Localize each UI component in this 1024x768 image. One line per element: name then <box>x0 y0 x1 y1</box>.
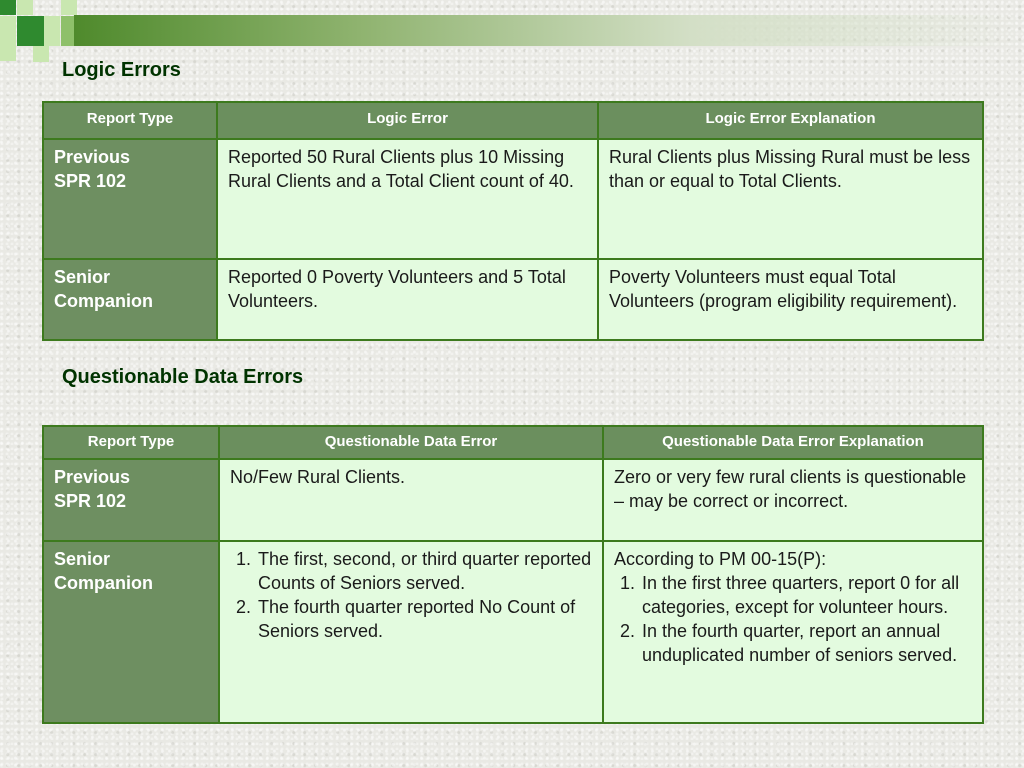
decor-square <box>0 16 16 61</box>
column-header: Logic Error <box>217 102 598 139</box>
report-type-cell <box>43 541 219 723</box>
logic-errors-table <box>42 101 984 341</box>
table-row <box>43 459 983 541</box>
list-item: 1. The first, second, or third quarter reported Counts of Seniors served. <box>256 547 592 595</box>
table-header-row <box>43 426 983 459</box>
list-item: 2. The fourth quarter reported No Count of Seniors served. <box>256 595 592 643</box>
report-type-line: Companion <box>54 573 153 593</box>
report-type-line: SPR 102 <box>54 491 127 511</box>
column-header: Report Type <box>43 426 219 459</box>
decor-square <box>0 0 16 15</box>
logic-errors-title: Logic Errors <box>62 59 181 81</box>
list-item: 1. In the first three quarters, report 0 for all categories, except for volunteer hours. <box>640 571 972 619</box>
column-header: Report Type <box>43 102 217 139</box>
title-banner <box>74 15 1024 46</box>
report-type-cell <box>43 459 219 541</box>
explanation-cell: Rural Clients plus Missing Rural must be less than or equal to Total Clients. <box>598 139 983 259</box>
questionable-errors-table <box>42 425 984 724</box>
table-row <box>43 541 983 723</box>
report-type-line: Companion <box>54 291 153 311</box>
decor-square <box>17 0 33 15</box>
table-row <box>43 139 983 259</box>
explanation-intro: According to PM 00-15(P): <box>614 549 827 569</box>
error-list <box>230 547 592 643</box>
report-type-cell <box>43 259 217 340</box>
report-type-line: Previous <box>54 467 131 487</box>
decor-square <box>17 16 44 46</box>
report-type-line: Senior <box>54 267 111 287</box>
logic-error-cell: Reported 0 Poverty Volunteers and 5 Total Volunteers. <box>217 259 598 340</box>
explanation-list <box>614 571 972 667</box>
questionable-error-cell <box>219 541 603 723</box>
report-type-line: SPR 102 <box>54 171 127 191</box>
column-header: Questionable Data Error Explanation <box>603 426 983 459</box>
questionable-error-cell: No/Few Rural Clients. <box>219 459 603 541</box>
report-type-line: Previous <box>54 147 131 167</box>
questionable-errors-title: Questionable Data Errors <box>62 366 304 388</box>
table-row <box>43 259 983 340</box>
list-item: 2. In the fourth quarter, report an annual unduplicated number of seniors served. <box>640 619 972 667</box>
logic-error-cell: Reported 50 Rural Clients plus 10 Missing Rural Clients and a Total Client count of 40. <box>217 139 598 259</box>
explanation-cell <box>603 541 983 723</box>
decor-square <box>61 16 74 46</box>
column-header: Questionable Data Error <box>219 426 603 459</box>
explanation-cell: Zero or very few rural clients is questionable – may be correct or incorrect. <box>603 459 983 541</box>
report-type-cell <box>43 139 217 259</box>
table-header-row <box>43 102 983 139</box>
explanation-cell: Poverty Volunteers must equal Total Volunteers (program eligibility requirement). <box>598 259 983 340</box>
column-header: Logic Error Explanation <box>598 102 983 139</box>
decor-square <box>33 46 49 62</box>
decor-square <box>61 0 77 15</box>
decor-square <box>44 16 60 46</box>
report-type-line: Senior <box>54 549 111 569</box>
